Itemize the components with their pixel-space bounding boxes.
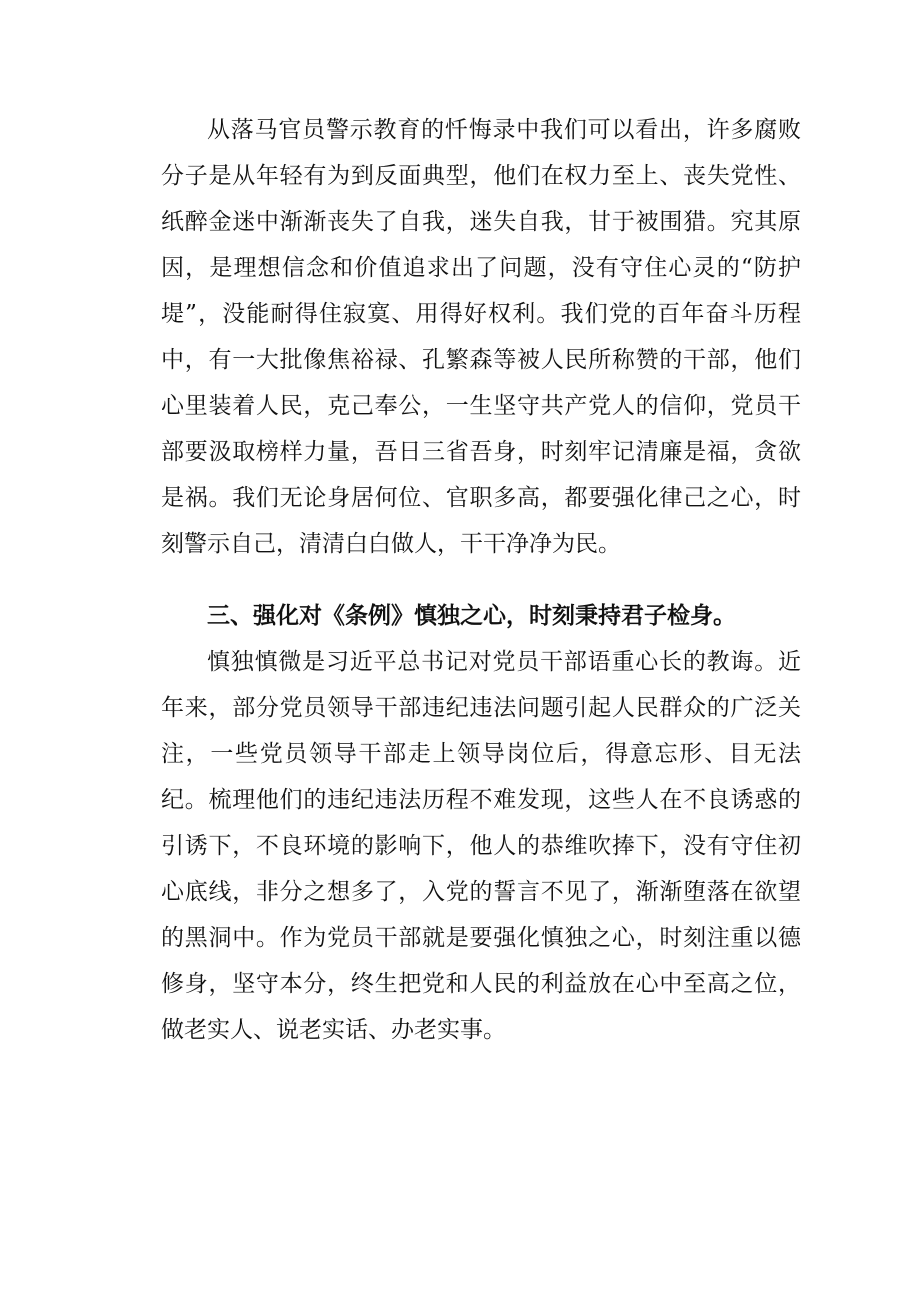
paragraph-anti-corruption-lessons: 从落马官员警示教育的忏悔录中我们可以看出，许多腐败分子是从年轻有为到反面典型，他们在权力至上、丧失党性、纸醉金迷中渐渐丧失了自我，迷失自我，甘于被围猎。究其原因，是理想信念和价值追求出了问题，没有守住心灵的“防护堤”，没能耐得住寂寞、用得好权利。我们党的百年奋斗历程中，有一大批像焦裕禄、孔繁森等被人民所称赞的干部，他们心里装着人民，克己奉公，一生坚守共产党人的信仰，党员干部要汲取榜样力量，吾日三省吾身，时刻牢记清廉是福，贪欲是祸。我们无论身居何位、官职多高，都要强化律己之心，时刻警示自己，清清白白做人，干干净净为民。 (161, 117, 801, 557)
paragraph-self-discipline: 慎独慎微是习近平总书记对党员干部语重心长的教诲。近年来，部分党员领导干部违纪违法问题引起人民群众的广泛关注，一些党员领导干部走上领导岗位后，得意忘形、目无法纪。梳理他们的违纪违法历程不难发现，这些人在不良诱惑的引诱下，不良环境的影响下，他人的恭维吹捧下，没有守住初心底线，非分之想多了，入党的誓言不见了，渐渐堕落在欲望的黑洞中。作为党员干部就是要强化慎独之心，时刻注重以德修身，坚守本分，终生把党和人民的利益放在心中至高之位，做老实人、说老实话、办老实事。 (161, 649, 801, 1043)
section-heading-three: 三、强化对《条例》慎独之心，时刻秉持君子检身。 (207, 603, 736, 629)
